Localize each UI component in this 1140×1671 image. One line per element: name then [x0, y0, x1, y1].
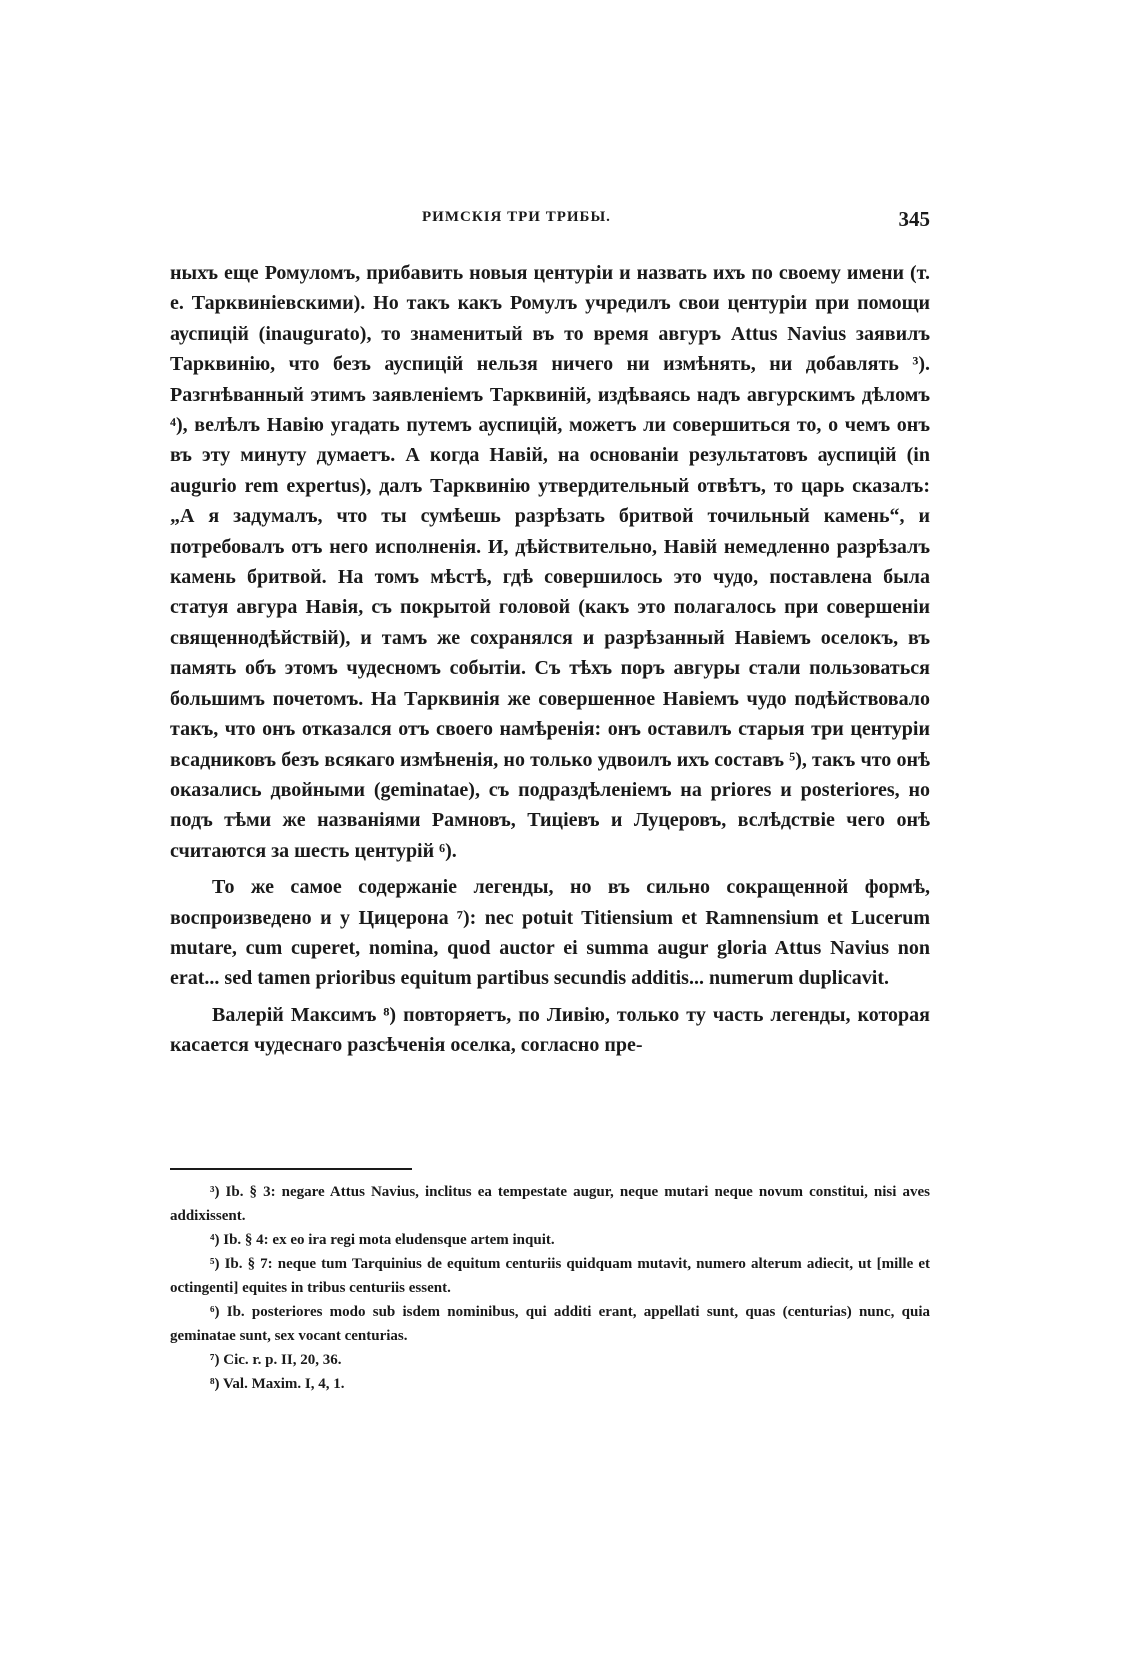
page-header: [172, 207, 930, 237]
footnote: ⁸) Val. Maxim. I, 4, 1.: [210, 1376, 345, 1392]
running-title: РИМСКІЯ ТРИ ТРИБЫ.: [422, 209, 611, 225]
footnote: ⁴) Ib. § 4: ex eo ira regi mota eludensque artem inquit.: [210, 1232, 555, 1248]
paragraph: Валерій Максимъ ⁸) повторяетъ, по Ливію, только ту часть легенды, которая касается чудеснаго разсѣченія оселка, согласно пре-: [170, 1003, 930, 1057]
footnote: ⁶) Ib. posteriores modo sub isdem nominibus, qui additi erant, appellati sunt, quas (centurias) nunc, quia geminatae sunt, sex vocant centurias.: [170, 1304, 930, 1344]
footnote: ³) Ib. § 3: negare Attus Navius, inclitus ea tempestate augur, neque mutari neque novum constitui, nisi aves addixissent.: [170, 1184, 930, 1224]
footnote-divider: [170, 1168, 412, 1170]
footnotes: [170, 1180, 930, 1396]
footnote: ⁵) Ib. § 7: neque tum Tarquinius de equitum centuriis quidquam mutavit, numero alterum adiecit, ut [mille et octingenti] equites in tribus centuriis essent.: [170, 1256, 930, 1296]
main-text: [170, 258, 930, 1067]
footnote: ⁷) Cic. r. p. II, 20, 36.: [210, 1352, 342, 1368]
page-number: 345: [898, 207, 930, 231]
paragraph: То же самое содержаніе легенды, но въ сильно сокращенной формѣ, воспроизведено и у Цицерона ⁷): nec potuit Titiensium et Ramnensium et Lucerum mutare, cum cuperet, nomina, quod auctor ei summa augur gloria Attus Navius non erat... sed tamen prioribus equitum partibus secundis additis... numerum duplicavit.: [170, 876, 930, 990]
paragraph: ныхъ еще Ромуломъ, прибавить новыя центуріи и назвать ихъ по своему имени (т. е. Тарквиніевскими). Но такъ какъ Ромулъ учредилъ свои центуріи при помощи ауспицій (inaugurato), то знаменитый въ то время авгуръ Attus Navius заявилъ Тарквинію, что безъ ауспицій нельзя ничего ни измѣнять, ни добавлять ³). Разгнѣванный этимъ заявленіемъ Тарквиній, издѣваясь надъ авгурскимъ дѣломъ ⁴), велѣлъ Навію угадать путемъ ауспицій, можетъ ли совершиться то, о чемъ онъ въ эту минуту думаетъ. А когда Навій, на основаніи результатовъ ауспицій (in augurio rem expertus), далъ Тарквинію утвердительный отвѣтъ, то царь сказалъ: „А я задумалъ, что ты сумѣешь разрѣзать бритвой точильный камень“, и потребовалъ отъ него исполненія. И, дѣйствительно, Навій немедленно разрѣзалъ камень бритвой. На томъ мѣстѣ, гдѣ совершилось это чудо, поставлена была статуя авгура Навія, съ покрытой головой (какъ это полагалось при совершеніи священнодѣйствій), и тамъ же сохранялся и разрѣзанный Навіемъ оселокъ, въ память объ этомъ чудесномъ событіи. Съ тѣхъ поръ авгуры стали пользоваться большимъ почетомъ. На Тарквинія же совершенное Навіемъ чудо подѣйствовало такъ, что онъ отказался отъ своего намѣренія: онъ оставилъ старыя три центуріи всадниковъ безъ всякаго измѣненія, но только удвоилъ ихъ составъ ⁵), такъ что онѣ оказались двойными (geminatae), съ подраздѣленіемъ на priores и posteriores, но подъ тѣми же названіями Рамновъ, Тиціевъ и Луцеровъ, вслѣдствіе чего онѣ считаются за шесть центурій ⁶).: [170, 262, 930, 862]
